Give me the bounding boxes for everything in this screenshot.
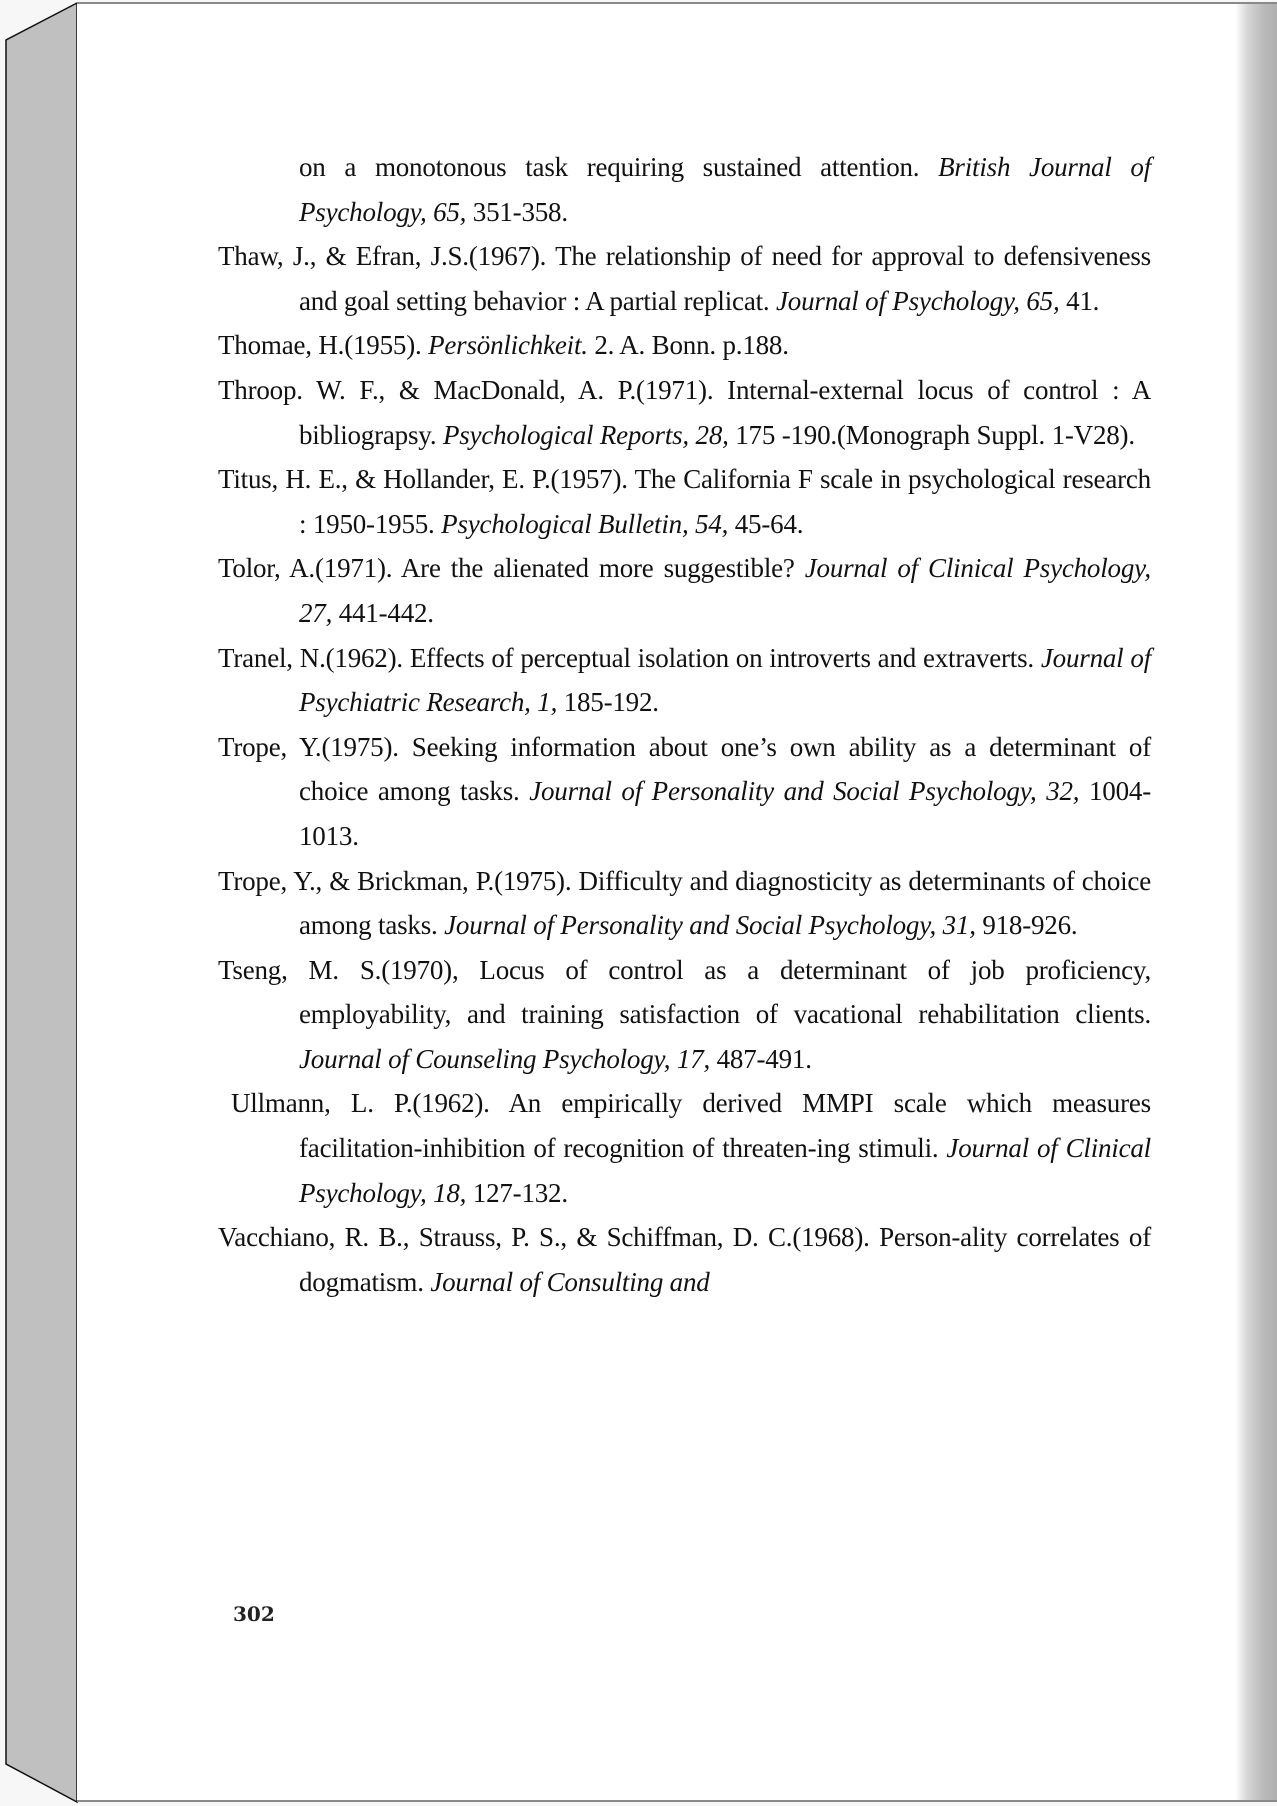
reference-entry <box>218 725 1151 859</box>
reference-text: 41. <box>1059 285 1100 316</box>
reference-text: Thomae, H.(1955). <box>218 330 429 361</box>
reference-source: Journal of Counseling Psychology, 17, <box>299 1043 711 1074</box>
reference-text: Trope, Y.(1975). Seeking information about one’s own ability as a determinant of choice among tasks. <box>218 731 1151 807</box>
reference-text: on a monotonous task requiring sustained attention. <box>299 152 939 182</box>
book-spine-shape <box>0 0 80 1806</box>
reference-list <box>218 145 1151 1304</box>
reference-entry <box>218 546 1151 635</box>
reference-text: Tolor, A.(1971). Are the alienated more suggestible? <box>218 553 805 584</box>
reference-text: 2. A. Bonn. p.188. <box>587 330 789 361</box>
reference-text: Tseng, M. S.(1970), Locus of control as a determinant of job proficiency, employability, and training satisfaction of vacational rehabilitation clients. <box>218 954 1151 1030</box>
reference-source: British Journal of Psychology, 65, <box>299 152 1152 227</box>
reference-source: Journal of Psychology, 65, <box>776 285 1060 316</box>
reference-entry <box>218 457 1151 546</box>
reference-source: Psychological Bulletin, 54, <box>441 508 729 539</box>
reference-text: Tranel, N.(1962). Effects of perceptual isolation on introverts and extraverts. <box>218 642 1041 673</box>
reference-text: Ullmann, L. P.(1962). An empirically derived MMPI scale which measures facilitation-inhibition of recognition of threaten-ing stimuli. <box>231 1088 1151 1164</box>
reference-text: Throop. W. F., & MacDonald, A. P.(1971). Internal-external locus of control : A bibliograpsy. <box>218 374 1151 450</box>
reference-entry <box>218 323 1151 368</box>
reference-text: 487-491. <box>710 1043 812 1074</box>
reference-text: 1004-1013. <box>299 776 1151 851</box>
reference-source: Journal of Clinical Psychology, 27, <box>299 553 1151 628</box>
page-edge-shadow <box>1235 4 1277 1800</box>
reference-text: Trope, Y., & Brickman, P.(1975). Difficulty and diagnosticity as determinants of choice among tasks. <box>218 865 1151 941</box>
reference-text: 185-192. <box>557 687 659 718</box>
book-spine <box>0 0 80 1806</box>
reference-source: Journal of Personality and Social Psychology, 32, <box>529 776 1080 807</box>
reference-source: Persönlichkeit. <box>428 330 588 361</box>
reference-text: Thaw, J., & Efran, J.S.(1967). The relationship of need for approval to defensiveness and goal setting behavior : A partial replicat. <box>218 241 1151 316</box>
reference-text: 127-132. <box>466 1177 568 1208</box>
reference-entry <box>218 636 1151 725</box>
reference-source: Psychological Reports, 28, <box>442 419 729 450</box>
reference-text: Vacchiano, R. B., Strauss, P. S., & Schiffman, D. C.(1968). Person-ality correlates of dogmatism. <box>218 1222 1151 1297</box>
reference-text: 441-442. <box>332 597 434 628</box>
reference-text: 918-926. <box>975 910 1078 941</box>
book-page <box>77 2 1277 1802</box>
page-number: 302 <box>233 1602 275 1626</box>
reference-source: Journal of Clinical Psychology, 18, <box>299 1133 1151 1208</box>
reference-text: Titus, H. E., & Hollander, E. P.(1957). The California F scale in psychological research : 1950-1955. <box>218 464 1151 539</box>
reference-entry <box>218 1081 1151 1215</box>
reference-entry <box>218 368 1151 457</box>
reference-source: Journal of Consulting and <box>430 1266 710 1297</box>
reference-text: 351-358. <box>466 196 568 227</box>
reference-entry <box>218 234 1151 323</box>
reference-text: 175 -190.(Monograph Suppl. 1-V28). <box>728 419 1135 450</box>
reference-entry <box>218 145 1151 234</box>
reference-text: 45-64. <box>728 508 804 539</box>
reference-source: Journal of Psychiatric Research, 1, <box>299 642 1151 718</box>
reference-entry <box>218 859 1151 948</box>
reference-source: Journal of Personality and Social Psychology, 31, <box>444 910 976 941</box>
reference-entry <box>218 948 1151 1082</box>
reference-entry <box>218 1215 1151 1304</box>
